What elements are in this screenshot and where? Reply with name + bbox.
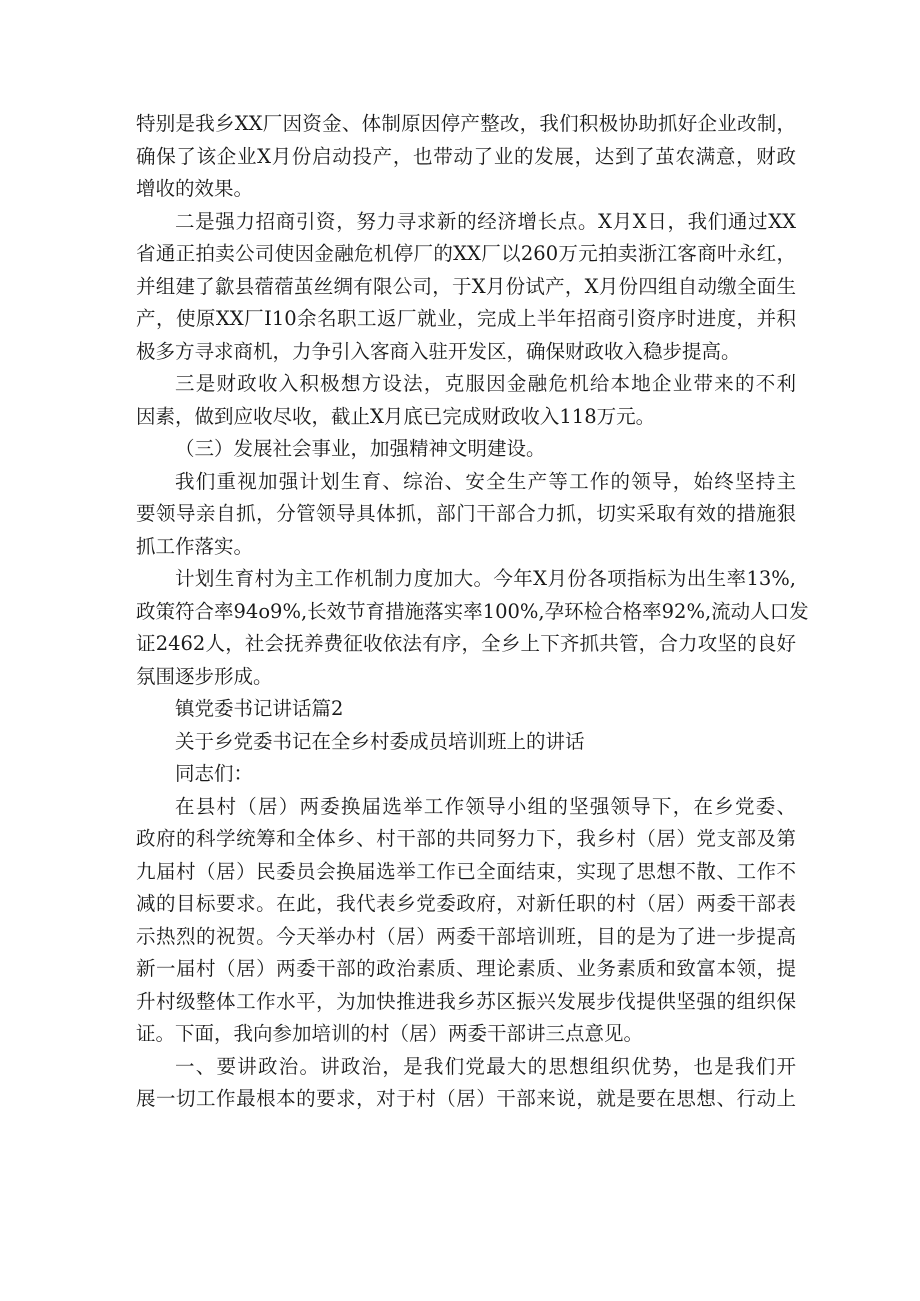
text-line: 特别是我乡XX厂因资金、体制原因停产整改，我们积极协助抓好企业改制， [136, 112, 796, 135]
text-line: 我们重视加强计划生育、综治、安全生产等工作的领导，始终坚持主 [175, 469, 796, 493]
text-line: 减的目标要求。在此，我代表乡党委政府，对新任职的村（居）两委干部表 [136, 892, 796, 915]
paragraph [136, 466, 796, 564]
text-line: 确保了该企业X月份启动投产，也带动了业的发展，达到了茧农满意，财政 [136, 144, 796, 168]
paragraph [136, 758, 796, 791]
text-line: 关于乡党委书记在全乡村委成员培训班上的讲话 [175, 729, 585, 753]
text-line: 三是财政收入积极想方设法，克服因金融危机给本地企业带来的不利 [175, 372, 796, 395]
text-line: 示热烈的祝贺。今天举办村（居）两委干部培训班，目的是为了进一步提高 [136, 924, 796, 948]
paragraph [136, 1051, 796, 1116]
text-line: 镇党委书记讲话篇2 [175, 697, 344, 720]
text-line: 新一届村（居）两委干部的政治素质、理论素质、业务素质和致富本领，提 [136, 957, 796, 980]
paragraph [136, 368, 796, 433]
text-line: 因素，做到应收尽收，截止X月底已完成财政收入118万元。 [136, 404, 656, 428]
text-line: 升村级整体工作水平，为加快推进我乡苏区振兴发展步伐提供坚强的组织保 [136, 989, 796, 1013]
text-line: 证。下面，我向参加培训的村（居）两委干部讲三点意见。 [136, 1022, 644, 1045]
text-line: 氛围逐步形成。 [136, 664, 273, 688]
text-line: 展一切工作最根本的要求，对于村（居）干部来说，就是要在思想、行动上 [136, 1087, 796, 1110]
text-line: 二是强力招商引资，努力寻求新的经济增长点。X月X日，我们通过XX [175, 209, 796, 233]
text-line: 产，使原XX厂I10余名职工返厂就业，完成上半年招商引资序时进度，并积 [136, 307, 796, 330]
document-body [136, 108, 809, 1116]
text-line: 九届村（居）民委员会换届选举工作已全面结束，实现了思想不散、工作不 [136, 859, 796, 883]
paragraph [136, 726, 796, 759]
text-line: 抓工作落实。 [136, 534, 254, 558]
text-line: 同志们： [175, 762, 254, 785]
text-line: 政策符合率94o9%,长效节育措施落实率100%,孕环检合格率92%,流动人口发 [136, 599, 809, 623]
paragraph [136, 108, 796, 206]
text-line: 一、要讲政治。讲政治，是我们党最大的思想组织优势，也是我们开 [175, 1054, 796, 1078]
text-line: 政府的科学统筹和全体乡、村干部的共同努力下，我乡村（居）党支部及第 [136, 827, 796, 850]
paragraph [136, 791, 796, 1051]
paragraph [136, 563, 809, 693]
text-line: 在县村（居）两委换届选举工作领导小组的坚强领导下，在乡党委、 [175, 794, 796, 818]
text-line: （三）发展社会事业，加强精神文明建设。 [175, 437, 546, 460]
text-line: 要领导亲自抓，分管领导具体抓，部门干部合力抓，切实采取有效的措施狠 [136, 502, 796, 525]
text-line: 省通正拍卖公司使因金融危机停厂的XX厂以260万元拍卖浙江客商叶永红， [136, 242, 796, 265]
paragraph [136, 433, 796, 466]
text-line: 计划生育村为主工作机制力度加大。今年X月份各项指标为出生率13%, [175, 567, 796, 590]
text-line: 证2462人，社会抚养费征收依法有序，全乡上下齐抓共管，合力攻坚的良好 [136, 632, 796, 655]
text-line: 增收的效果。 [136, 177, 254, 200]
text-line: 极多方寻求商机，力争引入客商入驻开发区，确保财政收入稳步提高。 [136, 339, 741, 363]
text-line: 并组建了歙县蓿蓿茧丝绸有限公司，于X月份试产，X月份四组自动缴全面生 [136, 274, 796, 298]
paragraph [136, 206, 796, 369]
paragraph [136, 693, 796, 726]
